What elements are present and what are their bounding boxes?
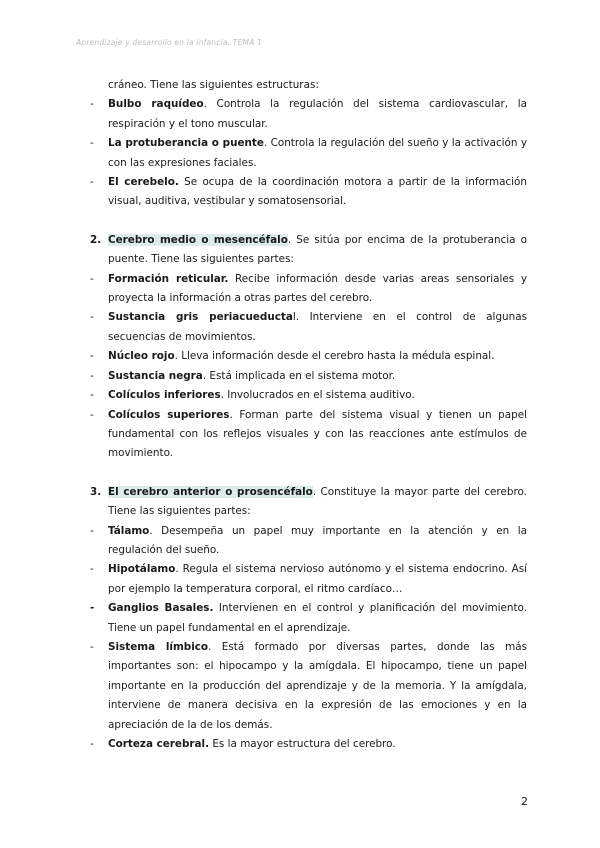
list-item <box>90 406 527 464</box>
list-term: El cerebelo. <box>108 176 179 189</box>
section-number: 2. <box>90 233 102 246</box>
list-term: Hipotálamo <box>108 563 176 576</box>
list-item <box>90 308 527 347</box>
section-number: 3. <box>90 485 102 498</box>
list-term: Sistema límbico <box>108 640 209 653</box>
list-text: . Desempeña un papel muy importante en la atención y en la regulación del sueño. <box>108 524 527 556</box>
list-dash: - <box>90 137 94 150</box>
list-text: . Regula el sistema nervioso autónomo y el sistema endocrino. Así por ejemplo la temperatura corporal, el ritmo cardíaco… <box>108 563 527 595</box>
page-number: 2 <box>521 795 528 808</box>
list-term: Núcleo rojo <box>108 350 175 363</box>
list-dash: - <box>90 98 94 111</box>
list-dash: - <box>90 524 94 537</box>
list-text: Se ocupa de la coordinación motora a partir de la información visual, auditiva, vestibular y somatosensorial. <box>108 176 527 208</box>
section-text: . Se sitúa por encima de la protuberancia o puente. Tiene las siguientes partes: <box>108 233 527 266</box>
list-dash: - <box>90 738 94 750</box>
list-item <box>90 560 527 599</box>
list-term: Formación reticular. <box>108 272 229 285</box>
section-title: El cerebro anterior o prosencéfalo <box>108 485 313 498</box>
list-dash: - <box>90 369 94 382</box>
section-title: Cerebro medio o mesencéfalo <box>108 233 288 246</box>
list-item <box>90 735 527 754</box>
list-text: . Forman parte del sistema visual y tienen un papel fundamental con los reflejos visuales y con las reacciones ante estímulos de movimiento. <box>108 408 527 460</box>
list-text: Es la mayor estructura del cerebro. <box>209 738 396 750</box>
list-dash: - <box>90 389 94 402</box>
list-text: l. Interviene en el control de algunas secuencias de movimientos. <box>108 311 527 343</box>
list-dash: - <box>90 408 94 421</box>
list-item <box>90 173 527 212</box>
page-content <box>90 76 527 754</box>
list-term: Tálamo <box>108 524 150 537</box>
list-term: La protuberancia o puente <box>108 137 264 150</box>
list-item <box>90 599 527 638</box>
list-text: . Está implicada en el sistema motor. <box>202 369 396 382</box>
list-term: Ganglios Basales. <box>108 602 214 615</box>
list-item <box>90 134 527 173</box>
list-term: Corteza cerebral. <box>108 738 210 750</box>
list-dash: - <box>90 640 94 653</box>
list-dash: - <box>90 176 94 189</box>
list-text: . Está formado por diversas partes, donde las más importantes son: el hipocampo y la amígdala. El hipocampo, tiene un papel importante en la producción del aprendizaje y de la memoria. Y la amígdala, interviene de manera decisiva en la expresión de las emociones y en la apreciación de la de los demás. <box>108 640 527 731</box>
list-dash: - <box>90 272 94 285</box>
list-text: Intervienen en el control y planificación del movimiento. Tiene un papel fundamental en el aprendizaje. <box>108 602 527 634</box>
list-dash: - <box>90 563 94 576</box>
list-text: . Involucrados en el sistema auditivo. <box>220 389 415 402</box>
list-text: Recibe información desde varias areas sensoriales y proyecta la información a otras partes del cerebro. <box>108 272 527 305</box>
list-item <box>90 270 527 309</box>
section-heading-3 <box>90 483 527 522</box>
list-dash: - <box>90 602 95 615</box>
list-text: . Controla la regulación del sueño y la activación y con las expresiones faciales. <box>108 137 527 169</box>
list-term: Sustancia negra <box>108 369 203 382</box>
list-dash: - <box>90 350 94 363</box>
list-item <box>90 386 527 405</box>
list-text: . Controla la regulación del sistema cardiovascular, la respiración y el tono muscular. <box>108 98 527 130</box>
list-term: Sustancia gris periacueducta <box>108 311 293 324</box>
list-term: Colículos inferiores <box>108 389 221 402</box>
list-term: Colículos superiores <box>108 408 230 421</box>
section-heading-2 <box>90 231 527 270</box>
intro-line: cráneo. Tiene las siguientes estructuras: <box>108 79 319 91</box>
list-term: Bulbo raquídeo <box>108 98 204 111</box>
list-item <box>90 638 527 735</box>
list-dash: - <box>90 311 94 324</box>
running-header: Aprendizaje y desarrollo en la infancia. TEMA 1 <box>76 38 263 47</box>
list-item <box>90 367 527 386</box>
section-text: . Constituye la mayor parte del cerebro. Tiene las siguientes partes: <box>108 485 527 518</box>
list-item <box>90 522 527 561</box>
list-item <box>90 95 527 134</box>
list-item <box>90 347 527 366</box>
list-text: . Lleva información desde el cerebro hasta la médula espinal. <box>174 350 495 363</box>
